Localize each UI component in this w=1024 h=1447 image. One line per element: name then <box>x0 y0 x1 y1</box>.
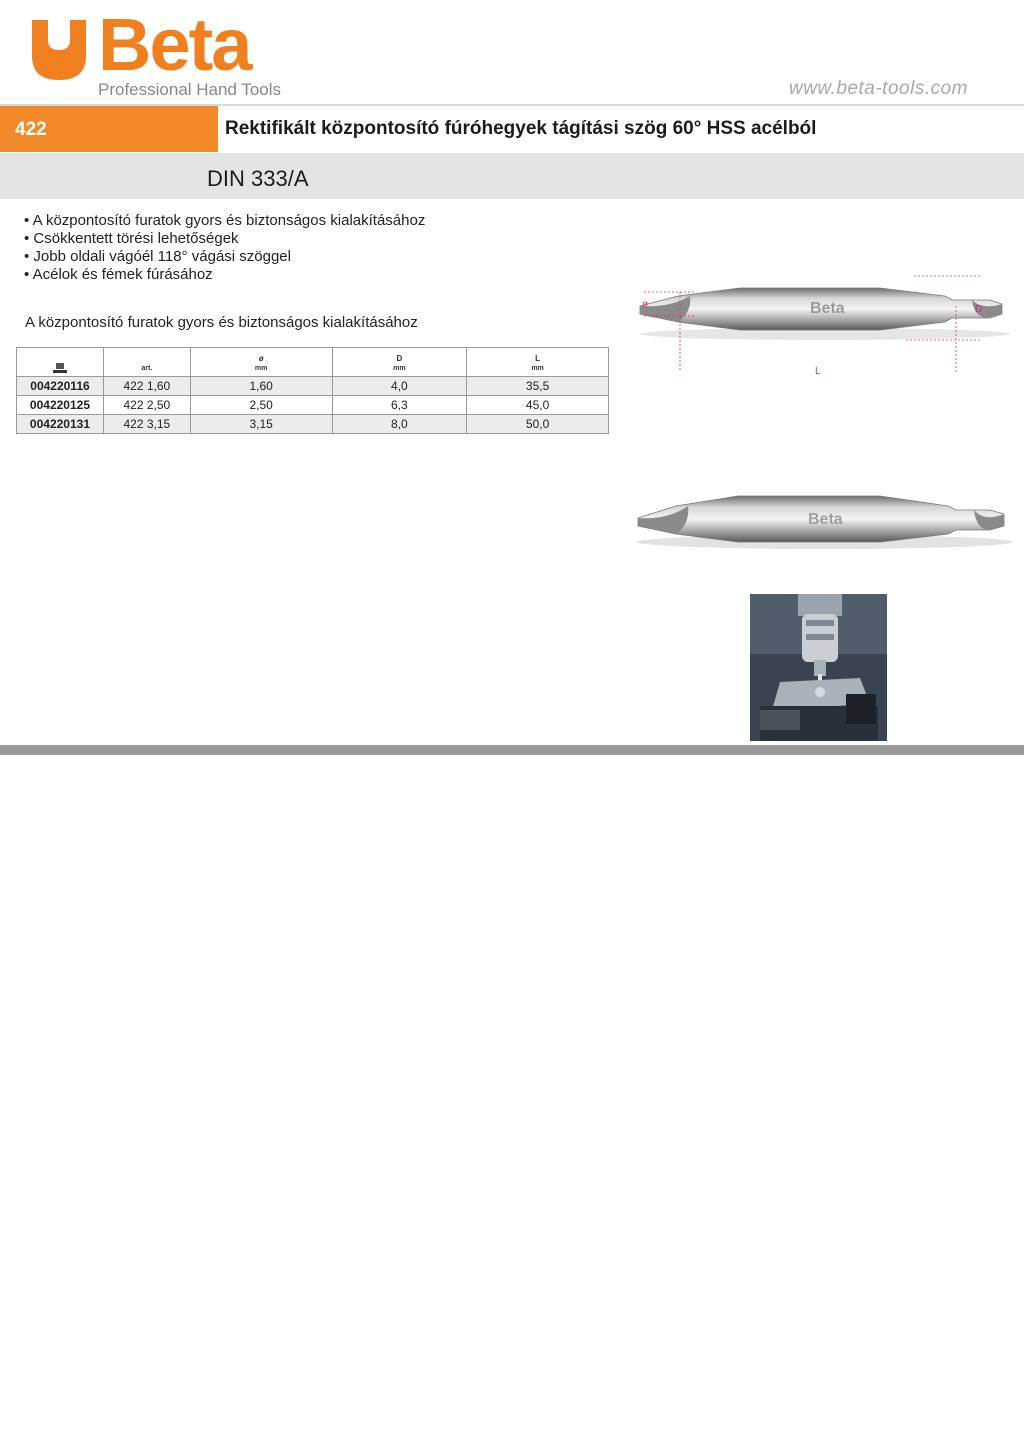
brand-tagline: Professional Hand Tools <box>98 80 282 99</box>
feature-item: • A központosító furatok gyors és biztonságos kialakításához <box>24 212 425 230</box>
col-header-L: L mm <box>467 348 609 377</box>
cell-L: 35,5 <box>467 377 609 396</box>
website-link[interactable]: www.beta-tools.com <box>788 78 968 99</box>
col-header-art: art. <box>103 348 190 377</box>
product-title: Rektifikált központosító fúróhegyek tágítási szög 60° HSS acélból <box>225 118 817 139</box>
cell-diameter: 1,60 <box>190 377 332 396</box>
drill-engraving: Beta <box>808 511 843 528</box>
cell-art: 422 3,15 <box>103 415 190 434</box>
col-header-diameter: ø mm <box>190 348 332 377</box>
barcode-icon <box>53 363 67 373</box>
cell-diameter: 2,50 <box>190 396 332 415</box>
spec-table <box>16 347 609 434</box>
label-D: D <box>975 304 983 315</box>
footer-divider <box>0 745 1024 755</box>
table-row <box>17 396 609 415</box>
cell-D: 6,3 <box>332 396 467 415</box>
label-diameter: ø <box>642 299 649 310</box>
cell-D: 8,0 <box>332 415 467 434</box>
cell-code: 004220116 <box>17 377 104 396</box>
cell-art: 422 2,50 <box>103 396 190 415</box>
feature-item: • Csökkentett törési lehetőségek <box>24 230 425 248</box>
label-L: L <box>815 366 821 376</box>
drill-press-photo <box>750 594 887 741</box>
cell-diameter: 3,15 <box>190 415 332 434</box>
table-caption: A központosító furatok gyors és biztonságos kialakításához <box>25 314 418 331</box>
col-header-D: D mm <box>332 348 467 377</box>
col-header-code <box>17 348 104 377</box>
cell-L: 50,0 <box>467 415 609 434</box>
wrench-logo-icon <box>26 16 92 84</box>
drill-product-image <box>630 482 1020 562</box>
cell-code: 004220131 <box>17 415 104 434</box>
drill-dimension-diagram <box>630 266 1020 376</box>
standard-label: DIN 333/A <box>207 166 309 191</box>
brand-name: Beta <box>98 3 251 86</box>
brand-logo <box>26 3 296 104</box>
cell-art: 422 1,60 <box>103 377 190 396</box>
table-header-row <box>17 348 609 377</box>
feature-item: • Acélok és fémek fúrásához <box>24 266 425 284</box>
cell-code: 004220125 <box>17 396 104 415</box>
table-row <box>17 377 609 396</box>
feature-list <box>24 212 425 284</box>
cell-D: 4,0 <box>332 377 467 396</box>
standard-bar <box>0 153 1024 199</box>
feature-item: • Jobb oldali vágóél 118° vágási szöggel <box>24 248 425 266</box>
product-code: 422 <box>0 106 218 152</box>
drill-engraving: Beta <box>810 300 845 317</box>
table-row <box>17 415 609 434</box>
cell-L: 45,0 <box>467 396 609 415</box>
